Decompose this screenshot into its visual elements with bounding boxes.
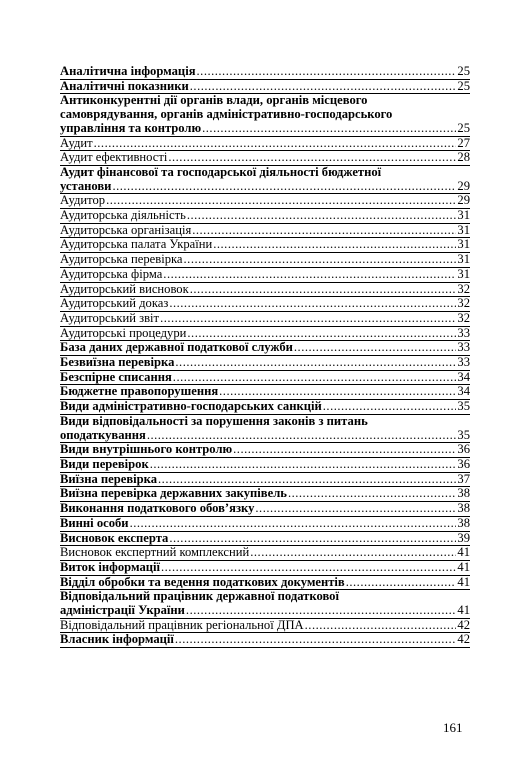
dot-leader	[213, 238, 456, 252]
page-number: 161	[443, 720, 463, 735]
toc-entry	[60, 65, 470, 80]
dot-leader	[187, 327, 456, 341]
dot-leader	[161, 561, 456, 575]
toc-entry	[60, 94, 470, 136]
toc-entry	[60, 224, 470, 239]
toc-entry	[60, 532, 470, 547]
toc-entry-page: 41	[457, 545, 470, 560]
dot-leader	[160, 312, 456, 326]
dot-leader	[305, 619, 457, 633]
dot-leader	[197, 65, 457, 79]
toc-entry-term: Безвиїзна перевірка	[60, 355, 175, 370]
toc-entry	[60, 283, 470, 298]
toc-entry-page: 35	[457, 427, 470, 442]
toc-entry-page: 32	[457, 310, 470, 325]
toc-entry	[60, 400, 470, 415]
dot-leader	[255, 502, 456, 516]
toc-entry	[60, 297, 470, 312]
toc-entry-term: Відповідальний працівник державної податкової	[60, 590, 339, 604]
toc-entry-term: Аудиторський звіт	[60, 310, 160, 325]
toc-entry-page: 25	[457, 120, 470, 135]
toc-entry-page: 34	[457, 384, 470, 399]
dot-leader	[169, 297, 456, 311]
toc-entry-page: 42	[457, 617, 470, 632]
toc-entry-page: 27	[457, 135, 470, 150]
toc-entry-page: 36	[457, 442, 470, 457]
toc-entry-term: Аудиторський доказ	[60, 296, 169, 311]
toc-entry-term: Аудиторська перевірка	[60, 252, 183, 267]
dot-leader	[163, 268, 456, 282]
toc-entry-page: 31	[457, 266, 470, 281]
dot-leader	[294, 341, 457, 355]
toc-entry-term: База даних державної податкової служби	[60, 340, 293, 355]
toc-entry-term: Висновок експертний комплексний	[60, 545, 250, 560]
toc-entry-term: Винні особи	[60, 515, 129, 530]
toc-entry-page: 33	[457, 325, 470, 340]
toc-entry	[60, 209, 470, 224]
table-of-contents	[60, 65, 470, 648]
dot-leader	[106, 194, 456, 208]
toc-entry-term: Антиконкурентні дії органів влади, органів місцевого	[60, 94, 368, 108]
toc-entry	[60, 341, 470, 356]
toc-entry	[60, 80, 470, 95]
toc-entry	[60, 619, 470, 634]
dot-leader	[233, 443, 456, 457]
toc-entry-term: Бюджетне правопорушення	[60, 384, 219, 399]
toc-entry-term: Аудиторські процедури	[60, 325, 187, 340]
toc-entry-term: Аудиторський висновок	[60, 281, 189, 296]
dot-leader	[175, 356, 456, 370]
toc-entry-term: Аудиторська фірма	[60, 266, 163, 281]
toc-entry-term: Аналітичні показники	[60, 78, 189, 93]
dot-leader	[130, 517, 457, 531]
toc-entry-term: Аудит ефективності	[60, 150, 168, 165]
toc-entry	[60, 166, 470, 194]
toc-entry	[60, 502, 470, 517]
toc-entry-term: Відповідальний працівник регіональної ДПА	[60, 617, 304, 632]
toc-entry	[60, 546, 470, 561]
toc-entry-page: 31	[457, 237, 470, 252]
toc-entry-page: 42	[457, 632, 470, 647]
toc-entry-page: 31	[457, 208, 470, 223]
dot-leader	[346, 576, 457, 590]
toc-entry-term: установи	[60, 178, 112, 193]
dot-leader	[192, 224, 456, 238]
toc-entry	[60, 312, 470, 327]
toc-entry-page: 34	[457, 369, 470, 384]
dot-leader	[150, 458, 457, 472]
dot-leader	[219, 385, 456, 399]
toc-entry-term: Висновок експерта	[60, 530, 169, 545]
toc-entry-term: Аудиторська палата України	[60, 237, 213, 252]
toc-entry-page: 41	[457, 559, 470, 574]
toc-entry-page: 28	[457, 150, 470, 165]
toc-entry-term: Виїзна перевірка	[60, 471, 158, 486]
dot-leader	[147, 429, 457, 443]
toc-entry-page: 41	[457, 574, 470, 589]
toc-entry-term: Виток інформації	[60, 559, 160, 574]
toc-entry-page: 25	[457, 78, 470, 93]
toc-entry-term: Аудиторська діяльність	[60, 208, 186, 223]
toc-entry-page: 31	[457, 222, 470, 237]
toc-entry	[60, 268, 470, 283]
dot-leader	[94, 137, 457, 151]
toc-entry-term: Аудитор	[60, 193, 106, 208]
toc-entry	[60, 590, 470, 618]
toc-entry-term: Види перевірок	[60, 456, 149, 471]
dot-leader	[175, 633, 457, 647]
toc-entry-page: 36	[457, 456, 470, 471]
toc-entry-page: 38	[457, 515, 470, 530]
toc-entry-page: 38	[457, 486, 470, 501]
toc-entry	[60, 517, 470, 532]
toc-entry-term: Аналітична інформація	[60, 64, 196, 78]
toc-entry-term: Власник інформації	[60, 632, 174, 647]
toc-entry-term: самоврядування, органів адміністративно-господарського	[60, 108, 393, 122]
toc-entry	[60, 371, 470, 386]
toc-entry-page: 33	[457, 355, 470, 370]
toc-entry-page: 29	[457, 178, 470, 193]
toc-entry-term: Аудиторська організація	[60, 222, 192, 237]
dot-leader	[187, 209, 457, 223]
toc-entry-page: 25	[457, 64, 470, 78]
dot-leader	[186, 604, 456, 618]
toc-entry	[60, 633, 470, 648]
toc-entry-page: 35	[457, 399, 470, 414]
dot-leader	[323, 400, 457, 414]
toc-entry	[60, 356, 470, 371]
toc-entry-term: Виконання податкового обов’язку	[60, 501, 255, 516]
toc-entry-term: оподаткування	[60, 427, 146, 442]
dot-leader	[112, 180, 456, 194]
dot-leader	[190, 283, 457, 297]
toc-entry	[60, 473, 470, 488]
dot-leader	[250, 546, 456, 560]
dot-leader	[158, 473, 456, 487]
toc-entry-term: адміністрації України	[60, 603, 185, 618]
toc-entry-page: 41	[457, 603, 470, 618]
toc-entry	[60, 194, 470, 209]
dot-leader	[190, 80, 457, 94]
toc-entry-term: Види адміністративно-господарських санкцій	[60, 399, 322, 414]
toc-entry	[60, 487, 470, 502]
toc-entry	[60, 151, 470, 166]
toc-entry	[60, 576, 470, 591]
toc-entry	[60, 385, 470, 400]
toc-entry-page: 37	[457, 471, 470, 486]
toc-entry-page: 33	[457, 340, 470, 355]
toc-entry	[60, 238, 470, 253]
toc-entry-term: Аудит фінансової та господарської діяльності бюджетної	[60, 165, 382, 179]
dot-leader	[184, 253, 457, 267]
dot-leader	[288, 487, 456, 501]
toc-entry	[60, 327, 470, 342]
toc-entry-page: 32	[457, 296, 470, 311]
toc-entry-term: Аудит	[60, 135, 93, 150]
dot-leader	[202, 122, 456, 136]
toc-entry-term: Безспірне списання	[60, 369, 172, 384]
toc-entry-term: Відділ обробки та ведення податкових документів	[60, 574, 345, 589]
toc-entry	[60, 443, 470, 458]
dot-leader	[169, 532, 456, 546]
toc-entry-page: 32	[457, 281, 470, 296]
toc-entry	[60, 561, 470, 576]
toc-entry-term: Види відповідальності за порушення законів з питань	[60, 414, 368, 428]
toc-entry-page: 38	[457, 501, 470, 516]
toc-entry	[60, 415, 470, 443]
toc-entry	[60, 253, 470, 268]
toc-entry-page: 31	[457, 252, 470, 267]
dot-leader	[173, 371, 457, 385]
toc-entry-page: 29	[457, 193, 470, 208]
dot-leader	[168, 151, 456, 165]
toc-entry-term: управління та контролю	[60, 120, 202, 135]
toc-entry-page: 39	[457, 530, 470, 545]
toc-entry	[60, 458, 470, 473]
toc-entry-term: Виїзна перевірка державних закупівель	[60, 486, 287, 501]
toc-entry	[60, 137, 470, 152]
toc-entry-term: Види внутрішнього контролю	[60, 442, 233, 457]
